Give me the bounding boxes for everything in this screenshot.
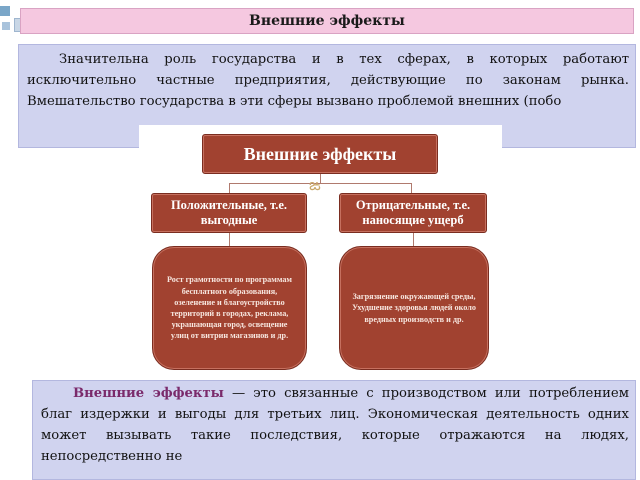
diagram-main-box: Внешние эффекты	[202, 134, 438, 174]
connector-line	[413, 233, 414, 246]
diagram-negative-box: Отрицательные, т.е. наносящие ущерб	[339, 193, 487, 233]
connector-line	[229, 233, 230, 246]
intro-text: Значительна роль государства и в тех сферах, в которых работают исключительно частные предприятия, действующие по законам рынка. Вмешательство государства в эти сферы вызвано проблемой внешних (побо	[27, 52, 629, 109]
diagram-positive-box: Положительные, т.е. выгодные	[151, 193, 307, 233]
negative-examples-box: Загрязнение окружающей среды, Ухудшение здоровья людей около вредных производств и др.	[339, 246, 489, 370]
decorative-flourish-icon: ఙ	[309, 175, 321, 194]
connector-line	[229, 183, 230, 193]
connector-line	[411, 183, 412, 193]
slide-title: Внешние эффекты	[20, 8, 634, 34]
definition-term: Внешние эффекты	[73, 386, 224, 401]
positive-examples-box: Рост грамотности по программам бесплатного образования, озеленение и благоустройство территорий в городах, реклама, украшающая город, освещение улиц от витрин магазинов и др.	[152, 246, 307, 370]
definition-paragraph	[32, 380, 636, 480]
externalities-diagram	[139, 125, 502, 375]
definition-text: — это связанные с производством или потреблением благ издержки и выгоды для третьих лиц. Экономическая деятельность одних может вызывать такие последствия, которые отражаются на людях, непосредственно не	[41, 386, 629, 464]
decor-square	[2, 22, 10, 30]
decor-square	[0, 6, 10, 16]
